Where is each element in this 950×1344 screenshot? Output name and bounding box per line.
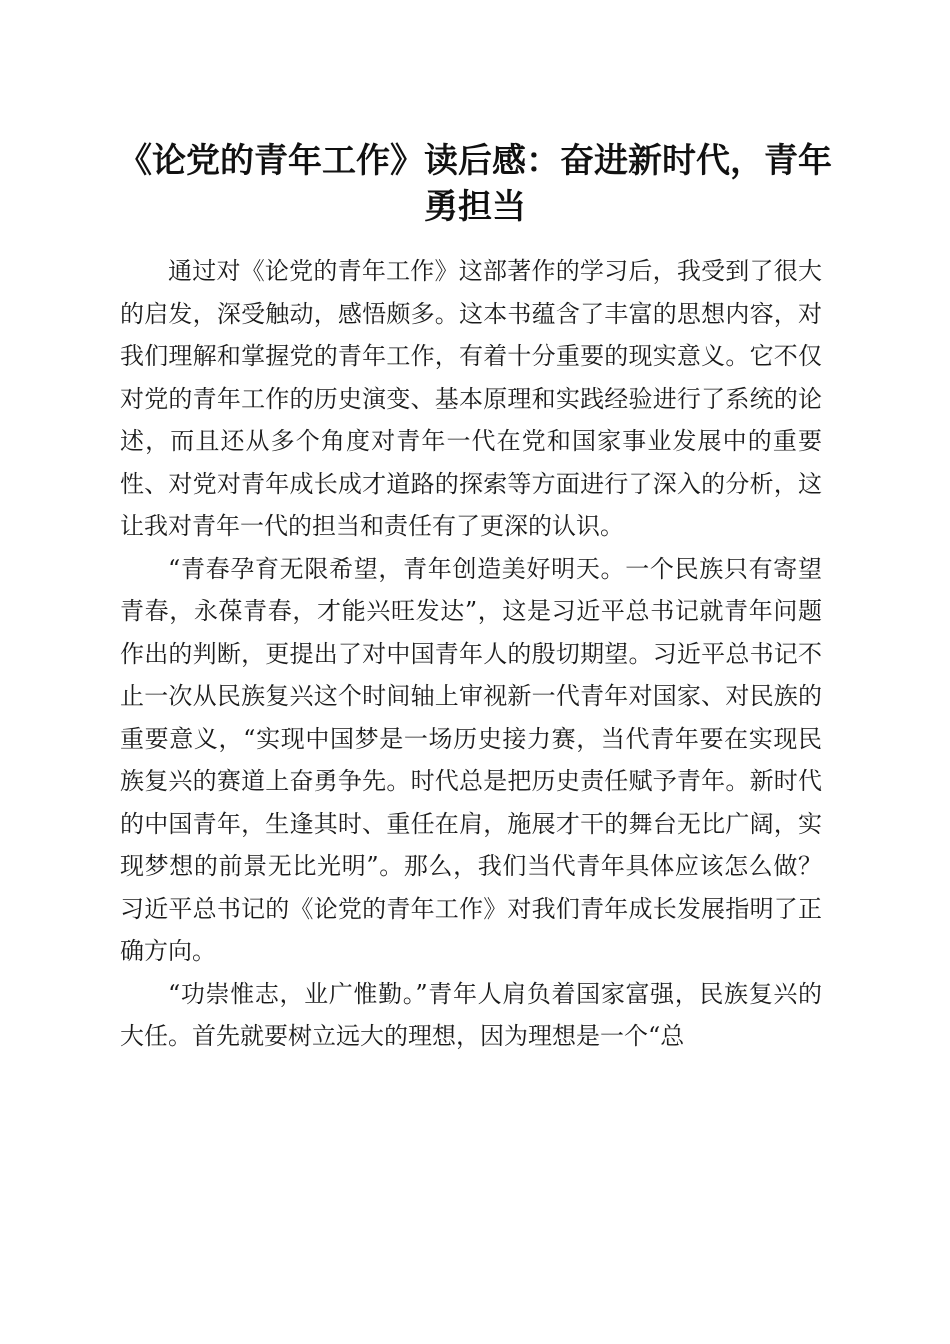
paragraph-2: “青春孕育无限希望，青年创造美好明天。一个民族只有寄望青春，永葆青春，才能兴旺发达”，这是习近平总书记就青年问题作出的判断，更提出了对中国青年人的殷切期望。习近平总书记不止一次从民族复兴这个时间轴上审视新一代青年对国家、对民族的重要意义，“实现中国梦是一场历史接力赛，当代青年要在实现民族复兴的赛道上奋勇争先。时代总是把历史责任赋予青年。新时代的中国青年，生逢其时、重任在肩，施展才干的舞台无比广阔，实现梦想的前景无比光明”。那么，我们当代青年具体应该怎么做？习近平总书记的《论党的青年工作》对我们青年成长发展指明了正确方向。 — [120, 554, 822, 965]
paragraph-1: 通过对《论党的青年工作》这部著作的学习后，我受到了很大的启发，深受触动，感悟颇多。这本书蕴含了丰富的思想内容，对我们理解和掌握党的青年工作，有着十分重要的现实意义。它不仅对党的青年工作的历史演变、基本原理和实践经验进行了系统的论述，而且还从多个角度对青年一代在党和国家事业发展中的重要性、对党对青年成长成才道路的探索等方面进行了深入的分析，这让我对青年一代的担当和责任有了更深的认识。 — [120, 257, 822, 540]
document-title: 《论党的青年工作》读后感：奋进新时代，青年勇担当 — [118, 141, 832, 227]
document-body — [120, 250, 822, 1058]
paragraph-3: “功崇惟志，业广惟勤。”青年人肩负着国家富强，民族复兴的大任。首先就要树立远大的理想，因为理想是一个“总 — [120, 979, 822, 1050]
